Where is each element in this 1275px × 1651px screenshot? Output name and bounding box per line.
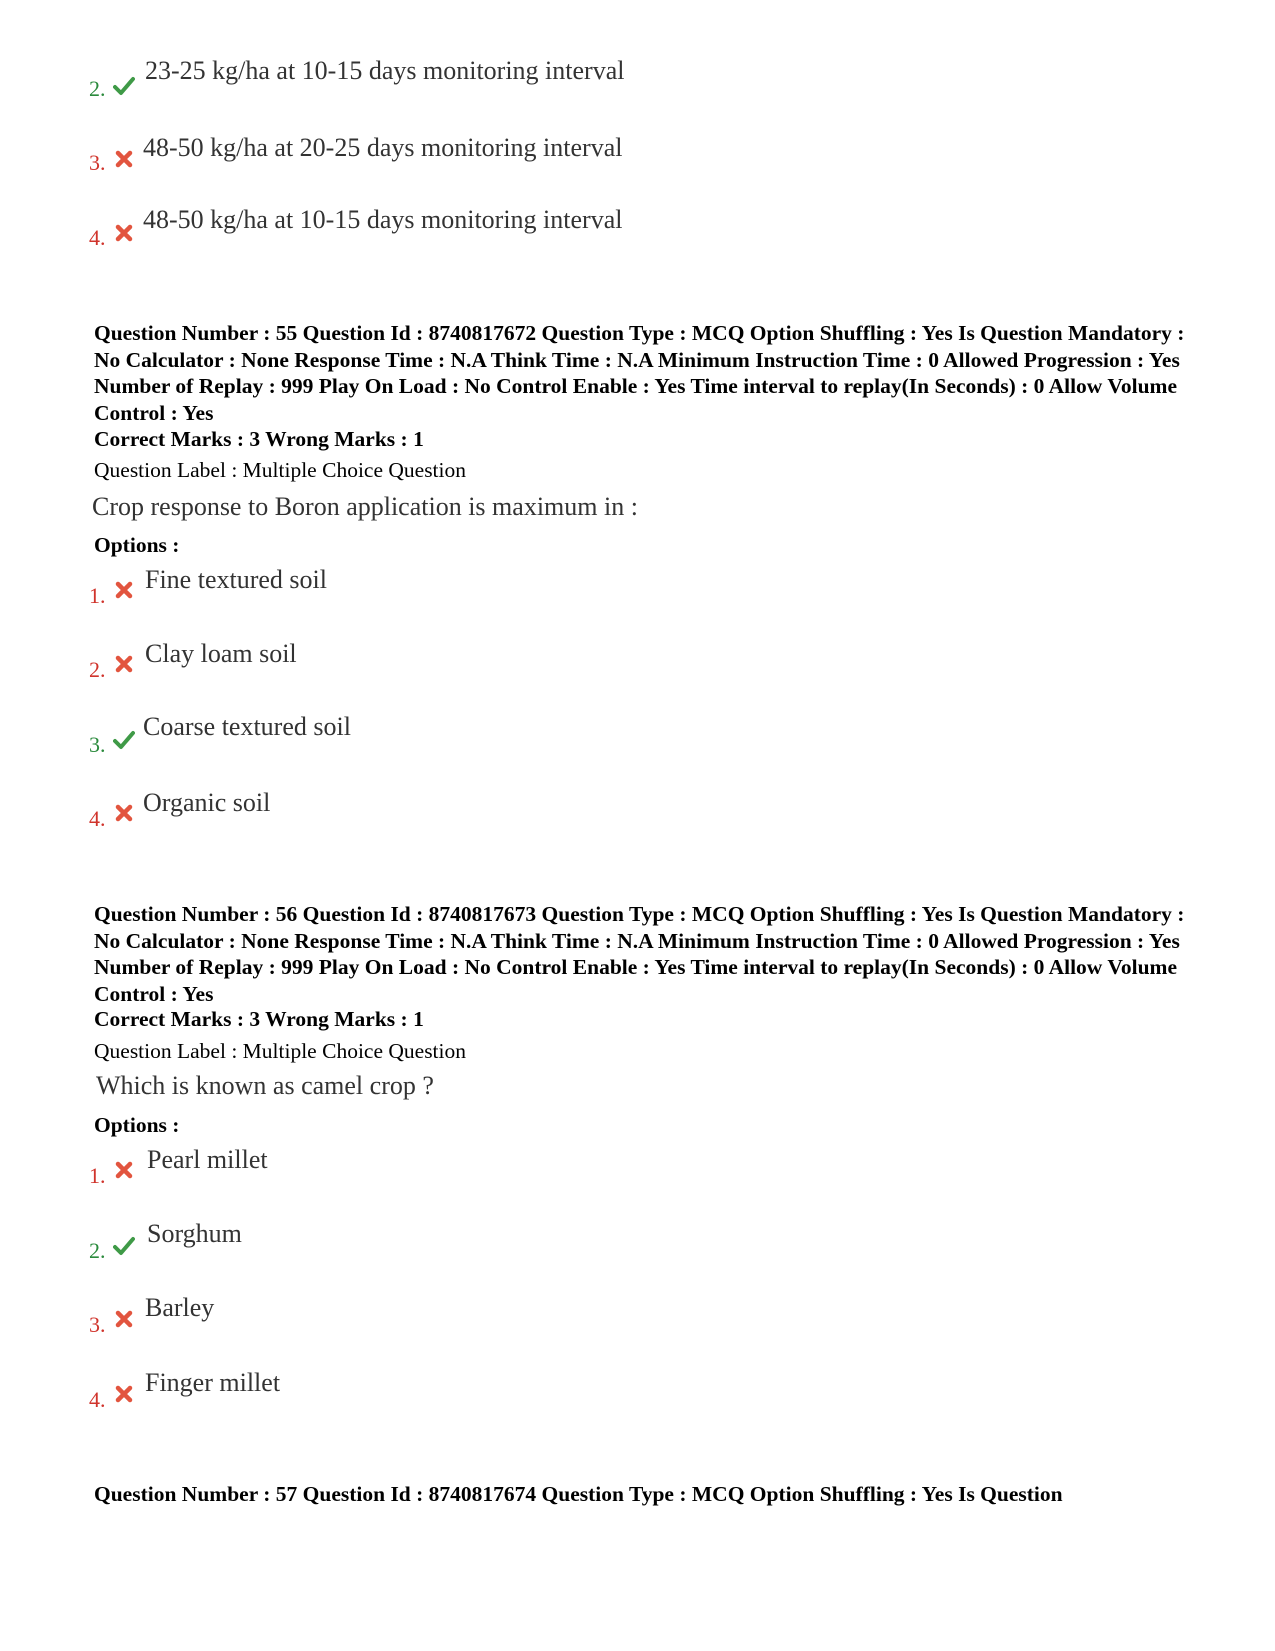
cross-icon — [113, 148, 135, 170]
question-meta: Question Number : 56 Question Id : 8740817673 Question Type : MCQ Option Shuffling : Yes Is Question Mandatory : No Calculator : None Response Time : N.A Think Time : N.A Minimum Instruction Time : 0 Allowed Progression : Yes Number of Replay : 999 Play On Load : No Control Enable : Yes Time interval to replay(In Seconds) : 0 Allow Volume Control : Yes — [94, 902, 1185, 1006]
option-text: Clay loam soil — [145, 639, 297, 668]
question-marks: Correct Marks : 3 Wrong Marks : 1 — [94, 427, 424, 451]
option-number: 2. — [89, 657, 106, 682]
option-text: Coarse textured soil — [143, 712, 351, 741]
question-text: Which is known as camel crop ? — [96, 1071, 434, 1100]
cross-icon — [113, 1159, 135, 1181]
options-heading: Options : — [94, 1113, 180, 1137]
cross-icon — [113, 802, 135, 824]
option-text: Finger millet — [145, 1368, 281, 1397]
cross-icon — [113, 222, 135, 244]
option-number: 4. — [89, 1387, 106, 1412]
option-number: 2. — [89, 76, 106, 101]
option-text: Organic soil — [143, 788, 271, 817]
option-number: 1. — [89, 583, 106, 608]
question-meta: Question Number : 57 Question Id : 8740817674 Question Type : MCQ Option Shuffling : Yes Is Question — [94, 1482, 1063, 1506]
option-text: Sorghum — [147, 1219, 242, 1248]
question-label: Question Label : Multiple Choice Question — [94, 458, 467, 482]
question-text: Crop response to Boron application is maximum in : — [92, 492, 638, 521]
cross-icon — [113, 579, 135, 601]
option-number: 3. — [89, 732, 106, 757]
cross-icon — [113, 653, 135, 675]
options-heading: Options : — [94, 533, 180, 557]
cross-icon — [113, 1383, 135, 1405]
check-icon — [113, 1235, 135, 1257]
question-label: Question Label : Multiple Choice Question — [94, 1039, 467, 1063]
option-number: 4. — [89, 806, 106, 831]
option-number: 3. — [89, 1312, 106, 1337]
option-number: 1. — [89, 1163, 106, 1188]
option-text: Fine textured soil — [145, 565, 327, 594]
option-text: 48-50 kg/ha at 10-15 days monitoring interval — [143, 205, 623, 234]
question-marks: Correct Marks : 3 Wrong Marks : 1 — [94, 1007, 424, 1031]
option-text: 48-50 kg/ha at 20-25 days monitoring interval — [143, 133, 623, 162]
question-meta: Question Number : 55 Question Id : 8740817672 Question Type : MCQ Option Shuffling : Yes Is Question Mandatory : No Calculator : None Response Time : N.A Think Time : N.A Minimum Instruction Time : 0 Allowed Progression : Yes Number of Replay : 999 Play On Load : No Control Enable : Yes Time interval to replay(In Seconds) : 0 Allow Volume Control : Yes — [94, 321, 1185, 425]
cross-icon — [113, 1308, 135, 1330]
option-text: Pearl millet — [147, 1145, 268, 1174]
check-icon — [113, 75, 135, 97]
check-icon — [113, 729, 135, 751]
option-text: Barley — [145, 1293, 215, 1322]
option-text: 23-25 kg/ha at 10-15 days monitoring interval — [145, 56, 625, 85]
option-number: 3. — [89, 150, 106, 175]
option-number: 4. — [89, 225, 106, 250]
option-number: 2. — [89, 1238, 106, 1263]
